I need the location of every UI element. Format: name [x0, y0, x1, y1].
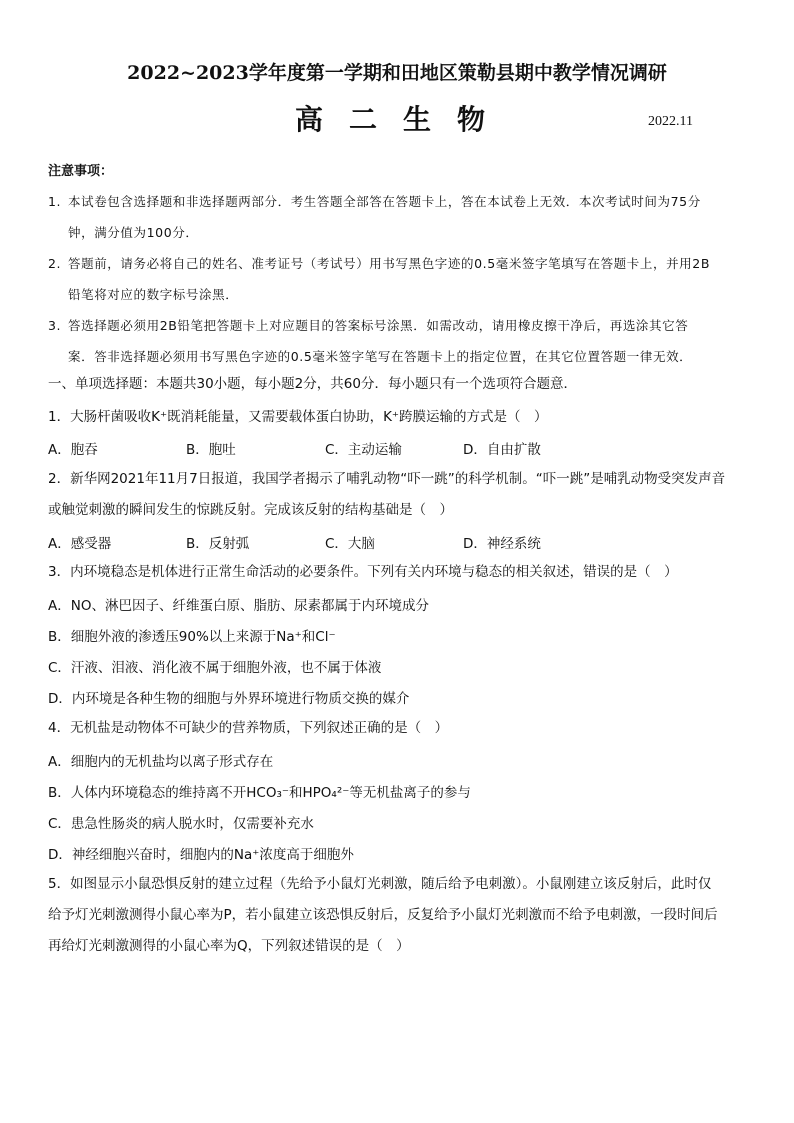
notice-number: 1. [48, 194, 62, 209]
question-1-stem: 1．大肠杆菌吸收K⁺既消耗能量，又需要载体蛋白协助，K⁺跨膜运输的方式是（ ） [48, 409, 548, 425]
subject-title: 高二生物 [295, 103, 512, 136]
notice-text: 本试卷包含选择题和非选择题两部分．考生答题全部答在答题卡上，答在本试卷上无效．本次考试时间为75分 [68, 194, 701, 209]
question-4-stem: 4．无机盐是动物体不可缺少的营养物质，下列叙述正确的是（ ） [48, 720, 449, 736]
notice-text: 答题前，请务必将自己的姓名、准考证号（考试号）用书写黑色字迹的0.5毫米签字笔填写在答题卡上，并用2B [68, 256, 711, 271]
notice-number: 3. [48, 318, 62, 333]
question-3-option-b: B．细胞外液的渗透压90%以上来源于Na⁺和Cl⁻ [48, 629, 336, 645]
question-3-stem: 3．内环境稳态是机体进行正常生命活动的必要条件。下列有关内环境与稳态的相关叙述，错误的是（ ） [48, 564, 678, 580]
section-heading: 一、单项选择题：本题共30小题，每小题2分，共60分．每小题只有一个选项符合题意． [48, 376, 577, 392]
option-c: C．主动运输 [325, 442, 402, 458]
question-4-option-b: B．人体内环境稳态的维持离不开HCO₃⁻和HPO₄²⁻等无机盐离子的参与 [48, 785, 471, 801]
option-c: C．大脑 [325, 536, 375, 552]
notice-text-continued: 铅笔将对应的数字标号涂黑． [68, 287, 239, 302]
question-5-stem-line-2: 给予灯光刺激测得小鼠心率为P，若小鼠建立该恐惧反射后，反复给予小鼠灯光刺激而不给予电刺激，一段时间后 [48, 907, 718, 923]
option-d: D．自由扩散 [463, 442, 541, 458]
question-3-option-d: D．内环境是各种生物的细胞与外界环境进行物质交换的媒介 [48, 691, 410, 707]
question-2-stem [48, 464, 748, 526]
notice-text: 答选择题必须用2B铅笔把答题卡上对应题目的答案标号涂黑．如需改动，请用橡皮擦干净后，再选涂其它答 [68, 318, 689, 333]
question-5-stem-line-1: 5．如图显示小鼠恐惧反射的建立过程（先给予小鼠灯光刺激，随后给予电刺激）。小鼠刚建立该反射后，此时仅 [48, 876, 712, 892]
question-4-option-d: D．神经细胞兴奋时，细胞内的Na⁺浓度高于细胞外 [48, 847, 354, 863]
exam-title: 2022~2023学年度第一学期和田地区策勒县期中教学情况调研 [127, 62, 667, 84]
question-5-stem [48, 869, 748, 962]
notice-number: 2. [48, 256, 62, 271]
notice-heading: 注意事项： [48, 164, 114, 179]
option-b: B．胞吐 [186, 442, 236, 458]
notice-text-continued: 钟，满分值为100分． [68, 225, 199, 240]
question-4-option-c: C．患急性肠炎的病人脱水时，仅需要补充水 [48, 816, 314, 832]
question-3-option-c: C．汗液、泪液、消化液不属于细胞外液，也不属于体液 [48, 660, 382, 676]
question-4-option-a: A．细胞内的无机盐均以离子形式存在 [48, 754, 274, 770]
question-2-stem-line-2: 或触觉刺激的瞬间发生的惊跳反射。完成该反射的结构基础是（ ） [48, 502, 453, 518]
option-b: B．反射弧 [186, 536, 250, 552]
question-2-stem-line-1: 2．新华网2021年11月7日报道，我国学者揭示了哺乳动物“吓一跳”的科学机制。“吓一跳”是哺乳动物受突发声音 [48, 471, 726, 487]
question-5-stem-line-3: 再给灯光刺激测得的小鼠心率为Q，下列叙述错误的是（ ） [48, 938, 410, 954]
option-a: A．感受器 [48, 536, 112, 552]
notice-text-continued: 案．答非选择题必须用书写黑色字迹的0.5毫米签字笔写在答题卡上的指定位置，在其它位置答题一律无效． [68, 349, 693, 364]
option-a: A．胞吞 [48, 442, 98, 458]
exam-date: 2022.11 [648, 114, 693, 129]
notice-item-2 [48, 248, 748, 310]
notice-item-3 [48, 310, 748, 372]
notice-item-1 [48, 186, 748, 248]
question-3-option-a: A．NO、淋巴因子、纤维蛋白原、脂肪、尿素都属于内环境成分 [48, 598, 429, 614]
option-d: D．神经系统 [463, 536, 541, 552]
